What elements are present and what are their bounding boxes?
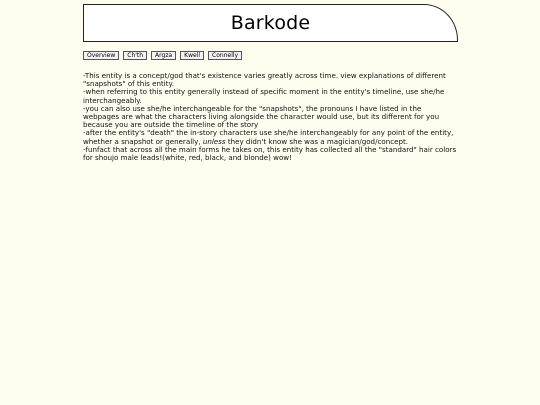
title-banner <box>83 4 458 42</box>
description-text <box>83 72 458 162</box>
page-title: Barkode <box>230 12 311 34</box>
description-line: -funfact that across all the main forms he takes on, this entity has collected all the "standard" hair colors for shoujo male leads!(white, red, black, and blonde) wow! <box>83 144 457 163</box>
description-line: -when referring to this entity generally instead of specific moment in the entity's timeline, use she/he interchangeably. <box>83 87 445 105</box>
tab-argza[interactable]: Argza <box>151 51 176 60</box>
description-line: -This entity is a concept/god that's existence varies greatly across time. view explanations of different "snapshots" of this entity. <box>83 71 446 89</box>
description-line: -you can also use she/he interchangeable for the "snapshots", the pronouns I have listed in the webpages are what the characters living alongside the character would use, but its different for you because you are outside the timeline of the story <box>83 103 440 130</box>
tab-overview[interactable]: Overview <box>83 51 119 60</box>
description-segment: -after the entity's "death" the in-story characters use she/he interchangeably for any point of the entity, whether a snapshot or generally, <box>83 128 454 146</box>
tab-kwell[interactable]: Kwell <box>180 51 204 60</box>
emphasis-unless: unless <box>202 136 226 146</box>
tab-bar <box>83 51 242 60</box>
description-line <box>83 129 458 145</box>
tab-chth[interactable]: Ch'th <box>123 51 147 60</box>
tab-connelly[interactable]: Connelly <box>208 51 242 60</box>
description-segment: they didn't know she was a magician/god/concept. <box>225 136 408 146</box>
